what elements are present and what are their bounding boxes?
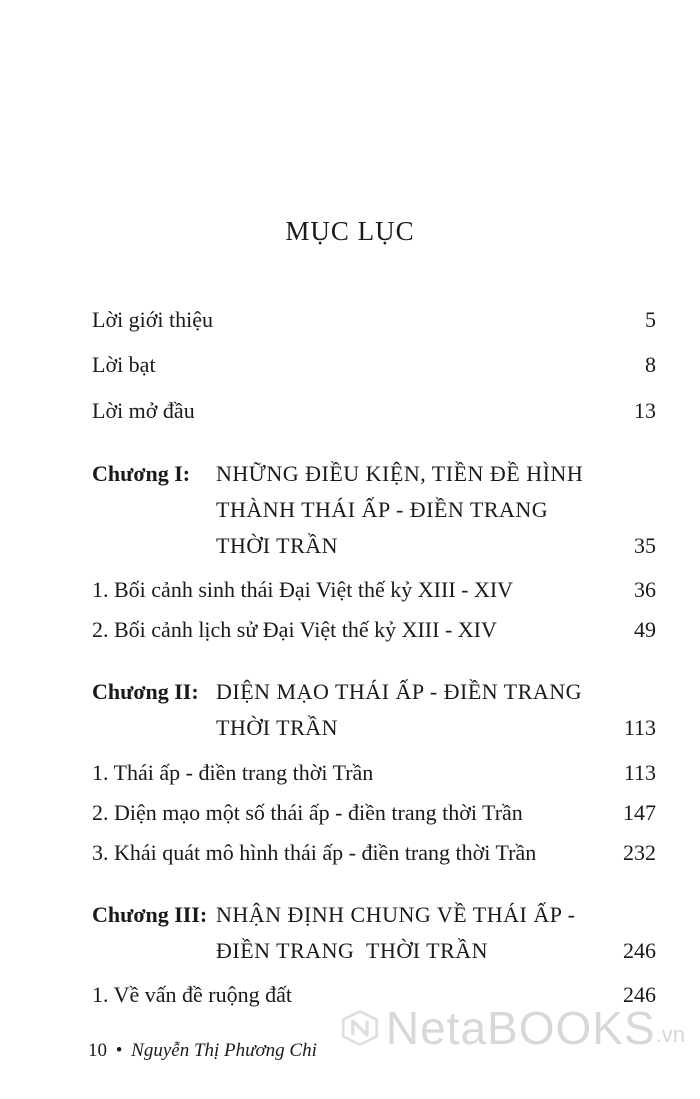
- toc-entry-page: 8: [645, 352, 656, 377]
- toc-entry-page: 147: [623, 800, 656, 825]
- toc-entry-page: 113: [623, 760, 656, 785]
- chapter-page: 113: [623, 715, 656, 740]
- toc-entry-label: 1. Về vấn đề ruộng đất: [92, 982, 292, 1007]
- footer-page-number: 10: [88, 1040, 107, 1061]
- toc-entry-page: 5: [645, 307, 656, 332]
- toc-entry-label: 3. Khái quát mô hình thái ấp - điền trang thời Trần: [92, 840, 537, 865]
- watermark-logo: [340, 998, 685, 1058]
- footer-author: Nguyễn Thị Phương Chi: [131, 1040, 317, 1061]
- chapter-title: [216, 897, 612, 969]
- toc-entry-page: 13: [634, 398, 656, 423]
- chapter-title-line: DIỆN MẠO THÁI ẤP - ĐIỀN TRANG: [216, 679, 583, 704]
- toc-entry-label: Lời bạt: [92, 352, 156, 377]
- toc-entry-label: 2. Diện mạo một số thái ấp - điền trang thời Trần: [92, 800, 523, 825]
- footer-separator: •: [115, 1040, 123, 1061]
- toc-entry-label: Lời giới thiệu: [92, 307, 214, 332]
- chapter-label: Chương II:: [92, 679, 199, 704]
- chapter-label: Chương I:: [92, 461, 191, 486]
- chapter-title: [216, 674, 612, 746]
- toc-chapter-3[interactable]: [92, 897, 656, 969]
- chapter-title-line: NHỮNG ĐIỀU KIỆN, TIỀN ĐỀ HÌNH: [216, 461, 584, 486]
- toc-entry-front-2[interactable]: [92, 347, 656, 383]
- toc-entry-front-3[interactable]: [92, 393, 656, 429]
- toc-entry-page: 246: [623, 982, 656, 1007]
- chapter-label: Chương III:: [92, 902, 208, 927]
- watermark-tld: .vn: [655, 1022, 685, 1047]
- toc-section-1-2[interactable]: [92, 612, 656, 648]
- toc-entry-label: Lời mở đầu: [92, 398, 195, 423]
- toc-entry-front-1[interactable]: [92, 302, 656, 338]
- toc-section-2-3[interactable]: [92, 835, 656, 871]
- chapter-page: 35: [634, 533, 656, 558]
- toc-entry-label: 1. Bối cảnh sinh thái Đại Việt thế kỷ XIII - XIV: [92, 577, 514, 602]
- toc-entry-page: 36: [634, 577, 656, 602]
- toc-section-2-2[interactable]: [92, 795, 656, 831]
- toc-section-2-1[interactable]: [92, 755, 656, 791]
- toc-entry-page: 49: [634, 617, 656, 642]
- chapter-page: 246: [623, 938, 656, 963]
- netabooks-logo-icon: [340, 999, 380, 1057]
- chapter-title: [216, 456, 612, 564]
- page-title: MỤC LỤC: [285, 216, 415, 246]
- toc-entry-label: 1. Thái ấp - điền trang thời Trần: [92, 760, 374, 785]
- toc-entry-page: 232: [623, 840, 656, 865]
- toc-chapter-1[interactable]: [92, 456, 656, 564]
- chapter-title-line: THÀNH THÁI ẤP - ĐIỀN TRANG: [216, 497, 549, 522]
- toc-chapter-2[interactable]: [92, 674, 656, 746]
- watermark-brand: NetaBOOKS: [385, 1002, 656, 1054]
- chapter-title-line: THỜI TRẦN: [216, 533, 339, 558]
- chapter-title-line: ĐIỀN TRANG THỜI TRẦN: [216, 938, 489, 963]
- chapter-title-line: THỜI TRẦN: [216, 715, 339, 740]
- page-footer: [88, 1040, 317, 1062]
- toc-entry-label: 2. Bối cảnh lịch sử Đại Việt thế kỷ XIII - XIV: [92, 617, 497, 642]
- chapter-title-line: NHẬN ĐỊNH CHUNG VỀ THÁI ẤP -: [216, 902, 576, 927]
- toc-section-1-1[interactable]: [92, 572, 656, 608]
